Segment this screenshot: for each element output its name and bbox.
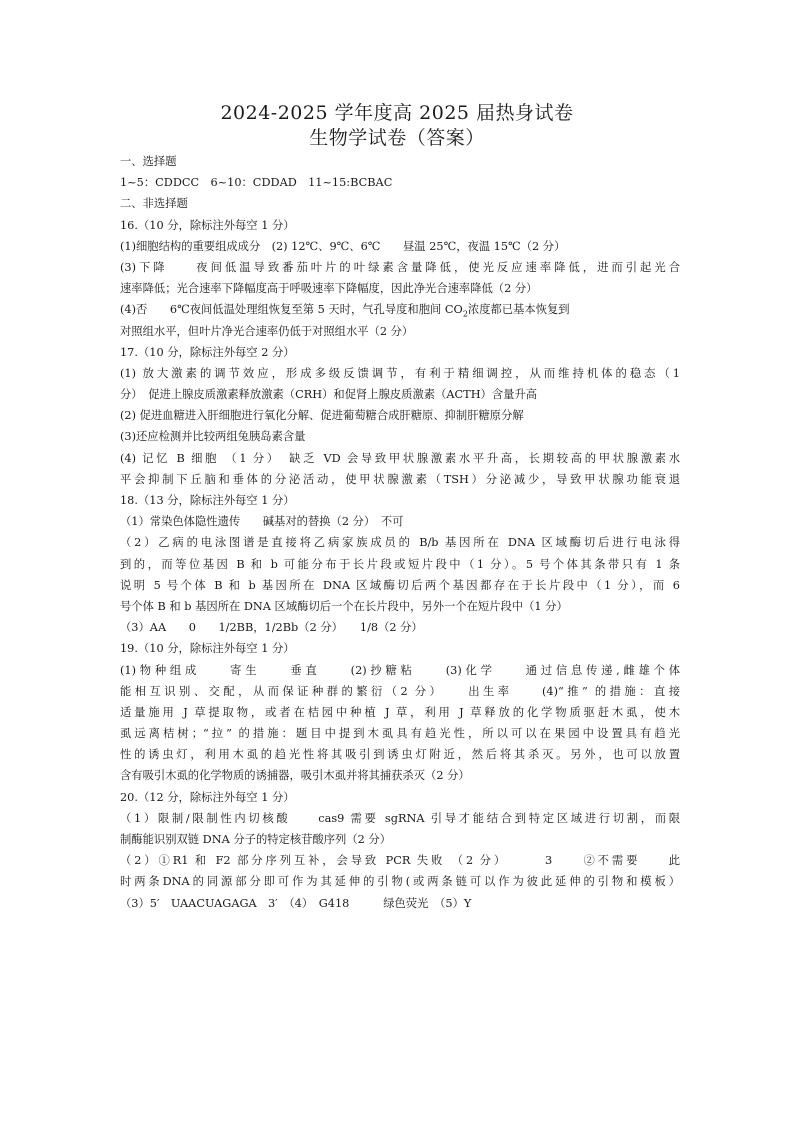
q17-header: 17.（10 分，除标注外每空 2 分） <box>120 345 295 359</box>
q18-header: 18.（13 分，除标注外每空 1 分） <box>120 494 295 507</box>
q18-line: 号个体 B 和 b 基因所在 DNA 区域酶切后一个在长片段中，另外一个在短片段中（1 分） <box>120 599 568 613</box>
section-heading-choice: 一、选择题 <box>120 155 177 168</box>
q16-header: 16.（10 分，除标注外每空 1 分） <box>120 218 295 232</box>
q19-line: (1)物种组成 寄生 垂直 (2)抄糖粘 (3)化学 通过信息传递,雌雄个体 <box>120 663 680 677</box>
section-heading-nonchoice: 二、非选择题 <box>120 197 188 211</box>
q16-line: (3)下降 夜间低温导致番茄叶片的叶绿素含量降低，使光反应速率降低，进而引起光合 <box>120 260 680 274</box>
q18-line: （2）乙病的电泳图谱是直接将乙病家族成员的 B/b 基因所在 DNA 区域酶切后进行电泳得 <box>120 536 680 550</box>
choice-answers: 1~5：CDDCC 6~10：CDDAD 11~15:BCBAC <box>120 176 393 190</box>
exam-subtitle: 生物学试卷（答案） <box>309 127 485 149</box>
q16-line: 速率降低；光合速率下降幅度高于呼吸速率下降幅度，因此净光合速率降低（2 分） <box>120 282 538 296</box>
q18-line: 说明 5 号个体 B 和 b 基因所在 DNA 区域酶切后两个基因都存在于长片段中（1 分），而 6 <box>120 578 680 592</box>
exam-title: 2024-2025 学年度高 2025 届热身试卷 <box>220 102 574 124</box>
q17-line: (4) 记忆 B 细胞 （1 分） 缺乏 VD 会导致甲状腺激素水平升高，长期较高的甲状腺激素水 <box>120 451 680 465</box>
q18-line: （3）AA 0 1/2BB，1/2Bb（2 分） 1/8（2 分） <box>120 621 423 635</box>
q19-line: 虱远离桔树；“拉” 的措施：题目中提到木虱具有趋光性，所以可以在果园中设置具有趋光 <box>120 727 680 741</box>
co2-subscript: 2 <box>462 309 468 319</box>
q16-line: 对照组水平，但叶片净光合速率仍低于对照组水平（2 分） <box>120 324 414 338</box>
q17-line: 分） 促进上腺皮质激素释放激素（CRH）和促肾上腺皮质激素（ACTH）含量升高 <box>120 388 538 402</box>
q19-header: 19.（10 分，除标注外每空 1 分） <box>120 642 295 656</box>
q20-header: 20.（12 分，除标注外每空 1 分） <box>120 790 295 804</box>
q17-line: (3)还应检测并比较两组兔胰岛素含量 <box>120 430 306 444</box>
q20-line: （2）①R1 和 F2 部分序列互补，会导致 PCR 失败 （2 分） 3 ②不需要 此 <box>120 854 680 868</box>
q20-line: （1）限制/限制性内切核酸 cas9 需要 sgRNA 引导才能结合到特定区域进行切割，而限 <box>120 811 680 825</box>
q16-line <box>120 299 680 320</box>
q19-line: 性的诱虫灯，利用木虱的趋光性将其吸引到诱虫灯附近，然后将其杀灭。另外，也可以放置 <box>120 748 680 762</box>
q16-text: 浓度都已基本恢复到 <box>467 303 570 317</box>
q18-line: 到的，而等位基因 B 和 b 可能分布于长片段或短片段中（1 分）。5 号个体其条带只有 1 条 <box>120 557 680 571</box>
q19-line: 适量施用 J 草提取物，或者在桔园中种植 J 草，利用 J 草释放的化学物质驱赶木虱，使木 <box>120 705 680 719</box>
q16-text: (4)否 6℃夜间低温处理组恢复至第 5 天时，气孔导度和胞间 CO <box>120 303 463 317</box>
answer-body <box>120 151 680 914</box>
q19-line: 含有吸引木虱的化学物质的诱捕器，吸引木虱并将其捕获杀灭（2 分） <box>120 769 470 783</box>
q18-line: （1）常染色体隐性遗传 碱基对的替换（2 分） 不可 <box>120 515 404 529</box>
q20-line: 时两条DNA的同源部分即可作为其延伸的引物(或两条链可以作为彼此延伸的引物和模板） <box>120 875 680 889</box>
q16-line: (1)细胞结构的重要组成成分 (2) 12℃、9℃、6℃ 昼温 25℃，夜温 15℃（2 分） <box>120 239 566 253</box>
q20-line: 制酶能识别双链 DNA 分子的特定核苷酸序列（2 分） <box>120 833 392 846</box>
q20-line: （3）5′ UAACUAGAGA 3′ （4） G418 绿色荧光 （5）Y <box>120 896 472 910</box>
q17-line: (1) 放大激素的调节效应，形成多级反馈调节，有利于精细调控，从而维持机体的稳态（1 <box>120 366 680 380</box>
q19-line: 能相互识别、交配，从而保证种群的繁衍（2 分） 出生率 (4)“推” 的措施：直接 <box>120 684 680 698</box>
q17-line: (2) 促进血糖进入肝细胞进行氧化分解、促进葡萄糖合成肝糖原、抑制肝糖原分解 <box>120 409 524 423</box>
q17-line: 平会抑制下丘脑和垂体的分泌活动，使甲状腺激素（TSH）分泌减少，导致甲状腺功能衰退 <box>120 472 680 486</box>
